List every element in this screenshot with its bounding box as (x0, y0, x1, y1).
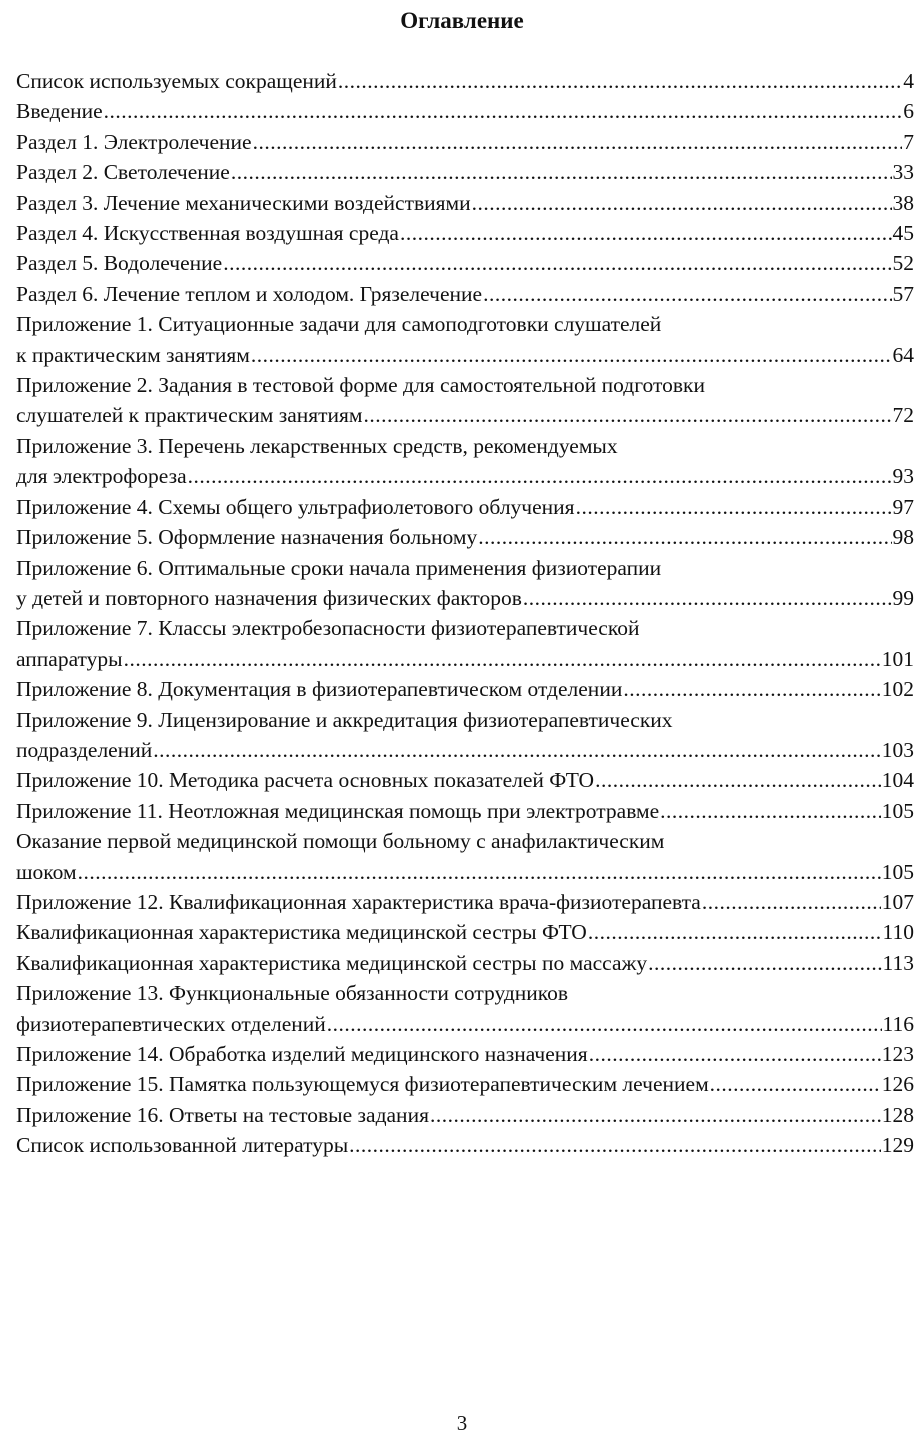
toc-entry-title-line: Приложение 9. Лицензирование и аккредитация физиотерапевтических (16, 707, 673, 732)
table-of-contents (16, 66, 914, 1161)
dot-leader (231, 157, 892, 187)
toc-entry-title-line: Приложение 1. Ситуационные задачи для самоподготовки слушателей (16, 312, 662, 337)
toc-entry-title: Раздел 6. Лечение теплом и холодом. Грязелечение (16, 281, 483, 306)
toc-entry-page: 57 (892, 281, 914, 306)
toc-entry-row (16, 279, 914, 309)
toc-entry-title: Приложение 15. Памятка пользующемуся физиотерапевтическим лечением (16, 1072, 709, 1097)
toc-entry-page: 45 (892, 221, 914, 246)
toc-entry-row (16, 583, 914, 613)
dot-leader (648, 948, 881, 978)
dot-leader (400, 218, 892, 248)
toc-entry (16, 188, 914, 218)
toc-entry-page: 98 (892, 525, 914, 550)
toc-entry (16, 705, 914, 766)
dot-leader (483, 279, 891, 309)
dot-leader (430, 1100, 881, 1130)
toc-entry-title: Приложение 11. Неотложная медицинская помощь при электротравме (16, 798, 660, 823)
dot-leader (660, 796, 881, 826)
toc-entry-row (16, 887, 914, 917)
toc-entry-row (16, 765, 914, 795)
toc-entry-title: Приложение 8. Документация в физиотерапевтическом отделении (16, 677, 623, 702)
toc-entry-page: 104 (881, 768, 914, 793)
toc-entry-page: 103 (881, 737, 914, 762)
toc-entry-title-line: Приложение 7. Классы электробезопасности физиотерапевтической (16, 616, 640, 641)
toc-entry-title: для электрофореза (16, 464, 187, 489)
toc-entry (16, 765, 914, 795)
toc-entry-page: 129 (881, 1133, 914, 1158)
toc-entry (16, 431, 914, 492)
toc-entry (16, 948, 914, 978)
toc-entry-title: Приложение 12. Квалификационная характеристика врача-физиотерапевта (16, 889, 701, 914)
dot-leader (349, 1130, 881, 1160)
toc-entry-title: Раздел 4. Искусственная воздушная среда (16, 221, 399, 246)
toc-entry-title: Приложение 5. Оформление назначения больному (16, 525, 478, 550)
toc-entry-row (16, 1069, 914, 1099)
toc-entry-title: физиотерапевтических отделений (16, 1011, 326, 1036)
toc-entry-title: Раздел 1. Электролечение (16, 129, 252, 154)
toc-entry-row (16, 796, 914, 826)
toc-entry-page: 113 (882, 950, 914, 975)
toc-entry-page: 110 (882, 920, 914, 945)
toc-entry-title: Приложение 4. Схемы общего ультрафиолетового облучения (16, 494, 575, 519)
toc-entry-row (16, 948, 914, 978)
toc-entry-title-line: Приложение 2. Задания в тестовой форме для самостоятельной подготовки (16, 373, 705, 398)
toc-entry (16, 492, 914, 522)
toc-entry-title: аппаратуры (16, 646, 123, 671)
dot-leader (223, 248, 891, 278)
toc-entry-row (16, 735, 914, 765)
dot-leader (623, 674, 880, 704)
dot-leader (188, 461, 892, 491)
toc-entry-title: Квалификационная характеристика медицинской сестры ФТО (16, 920, 587, 945)
toc-entry-page: 97 (892, 494, 914, 519)
toc-entry (16, 917, 914, 947)
toc-entry-row (16, 340, 914, 370)
dot-leader (364, 400, 892, 430)
toc-entry-title: Раздел 5. Водолечение (16, 251, 223, 276)
toc-entry-row (16, 66, 914, 96)
toc-entry-row (16, 96, 914, 126)
toc-entry (16, 796, 914, 826)
toc-entry (16, 66, 914, 96)
toc-entry-title: Приложение 10. Методика расчета основных показателей ФТО (16, 768, 595, 793)
dot-leader (478, 522, 891, 552)
toc-entry-title: Квалификационная характеристика медицинской сестры по массажу (16, 950, 648, 975)
toc-entry-page: 6 (903, 99, 914, 124)
toc-entry-title: Раздел 3. Лечение механическими воздействиями (16, 190, 471, 215)
toc-entry-title: шоком (16, 859, 77, 884)
toc-entry-title: Приложение 16. Ответы на тестовые задания (16, 1102, 429, 1127)
dot-leader (523, 583, 892, 613)
toc-entry (16, 522, 914, 552)
toc-entry-page: 33 (892, 160, 914, 185)
toc-entry-page: 72 (892, 403, 914, 428)
dot-leader (710, 1069, 881, 1099)
toc-entry-row (16, 644, 914, 674)
toc-entry-title-line: Оказание первой медицинской помощи больному с анафилактическим (16, 829, 665, 854)
toc-entry (16, 887, 914, 917)
toc-entry-page: 38 (892, 190, 914, 215)
toc-entry (16, 157, 914, 187)
toc-entry (16, 248, 914, 278)
toc-entry-page: 4 (903, 69, 914, 93)
toc-entry-page: 64 (892, 342, 914, 367)
toc-entry-row (16, 1130, 914, 1160)
toc-entry (16, 309, 914, 370)
page-number: 3 (456, 1411, 468, 1435)
toc-entry-title: к практическим занятиям (16, 342, 250, 367)
toc-entry-title: слушателей к практическим занятиям (16, 403, 363, 428)
toc-entry (16, 96, 914, 126)
toc-entry-row (16, 1039, 914, 1069)
toc-entry-row (16, 157, 914, 187)
toc-entry-title-line: Приложение 13. Функциональные обязанности сотрудников (16, 981, 569, 1006)
toc-entry (16, 279, 914, 309)
toc-entry-title: Раздел 2. Светолечение (16, 160, 230, 185)
toc-entry-page: 99 (892, 585, 914, 610)
toc-entry-row (16, 522, 914, 552)
toc-entry (16, 1039, 914, 1069)
dot-leader (124, 644, 881, 674)
toc-entry-title: у детей и повторного назначения физических факторов (16, 585, 522, 610)
dot-leader (253, 127, 903, 157)
toc-entry-title-line: Приложение 6. Оптимальные сроки начала применения физиотерапии (16, 555, 662, 580)
dot-leader (338, 66, 902, 96)
toc-entry-row (16, 188, 914, 218)
dot-leader (576, 492, 892, 522)
dot-leader (472, 188, 892, 218)
dot-leader (327, 1009, 882, 1039)
toc-entry (16, 127, 914, 157)
toc-entry-row (16, 1009, 914, 1039)
toc-entry-row (16, 917, 914, 947)
toc-entry-page: 105 (881, 798, 914, 823)
dot-leader (702, 887, 881, 917)
toc-entry-page: 107 (881, 889, 914, 914)
toc-entry-page: 7 (903, 129, 914, 154)
toc-entry-title: Список использованной литературы (16, 1133, 349, 1158)
toc-entry (16, 1100, 914, 1130)
dot-leader (104, 96, 903, 126)
toc-entry-page: 126 (881, 1072, 914, 1097)
toc-entry-row (16, 492, 914, 522)
toc-entry (16, 978, 914, 1039)
toc-entry (16, 613, 914, 674)
toc-entry (16, 370, 914, 431)
toc-entry-row (16, 127, 914, 157)
dot-leader (251, 340, 892, 370)
dot-leader (589, 1039, 881, 1069)
toc-entry (16, 1130, 914, 1160)
toc-entry-title-line: Приложение 3. Перечень лекарственных средств, рекомендуемых (16, 433, 618, 458)
toc-entry-row (16, 461, 914, 491)
toc-entry-row (16, 248, 914, 278)
toc-entry (16, 1069, 914, 1099)
toc-entry-page: 116 (882, 1011, 914, 1036)
toc-entry-title: подразделений (16, 737, 153, 762)
page-title: Оглавление (400, 8, 524, 33)
dot-leader (588, 917, 882, 947)
toc-entry-page: 93 (892, 464, 914, 489)
toc-entry-row (16, 1100, 914, 1130)
toc-entry-page: 128 (881, 1102, 914, 1127)
toc-entry-row (16, 857, 914, 887)
dot-leader (153, 735, 881, 765)
toc-entry-page: 105 (881, 859, 914, 884)
toc-entry-page: 101 (881, 646, 914, 671)
toc-entry (16, 218, 914, 248)
dot-leader (78, 857, 881, 887)
toc-entry-title: Приложение 14. Обработка изделий медицинского назначения (16, 1042, 588, 1066)
toc-entry-page: 102 (881, 677, 914, 702)
toc-entry-row (16, 674, 914, 704)
toc-entry (16, 674, 914, 704)
toc-entry-title: Список используемых сокращений (16, 69, 337, 93)
toc-entry (16, 553, 914, 614)
toc-entry-page: 123 (881, 1042, 914, 1066)
dot-leader (595, 765, 881, 795)
toc-entry-page: 52 (892, 251, 914, 276)
toc-entry (16, 826, 914, 887)
toc-entry-row (16, 400, 914, 430)
toc-entry-title: Введение (16, 99, 103, 124)
toc-entry-row (16, 218, 914, 248)
